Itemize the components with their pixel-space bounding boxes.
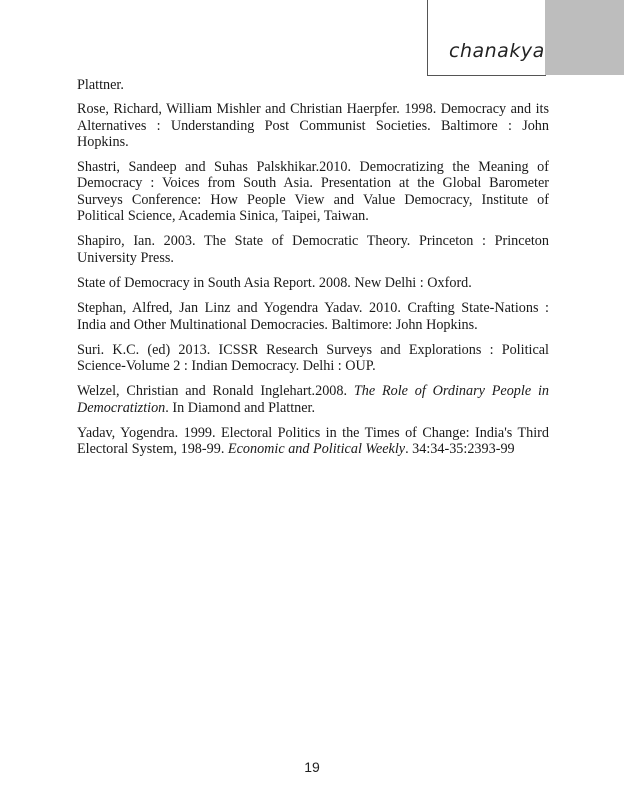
reference-item: Rose, Richard, William Mishler and Christian Haerpfer. 1998. Democracy and its Alternatives : Understanding Post Communist Societies. Baltimore : John Hopkins. (77, 101, 549, 150)
reference-list (77, 77, 549, 467)
reference-item: Yadav, Yogendra. 1999. Electoral Politics in the Times of Change: India's Third Electoral System, 198-99. Economic and Political Weekly. 34:34-35:2393-99 (77, 425, 549, 458)
reference-item: Shapiro, Ian. 2003. The State of Democratic Theory. Princeton : Princeton University Press. (77, 233, 549, 266)
reference-item: Suri. K.C. (ed) 2013. ICSSR Research Surveys and Explorations : Political Science-Volume 2 : Indian Democracy. Delhi : OUP. (77, 341, 549, 375)
page-number: 19 (304, 759, 320, 775)
header-gray-tab (545, 0, 624, 75)
header-box (427, 0, 546, 76)
reference-item: Stephan, Alfred, Jan Linz and Yogendra Yadav. 2010. Crafting State-Nations : India and Other Multinational Democracies. Baltimore: John Hopkins. (77, 300, 549, 333)
reference-item: Shastri, Sandeep and Suhas Palskhikar.2010. Democratizing the Meaning of Democracy : Voices from South Asia. Presentation at the Global Barometer Surveys Conference: How People View and Value Democracy, Institute of Political Science, Academia Sinica, Taipei, Taiwan. (77, 159, 549, 225)
reference-item: Plattner. (77, 77, 124, 93)
reference-item: State of Democracy in South Asia Report. 2008. New Delhi : Oxford. (77, 274, 472, 291)
brand-logo-text: chanakya (449, 40, 545, 62)
reference-item: Welzel, Christian and Ronald Inglehart.2008. The Role of Ordinary People in Democratiztion. In Diamond and Plattner. (77, 383, 549, 416)
